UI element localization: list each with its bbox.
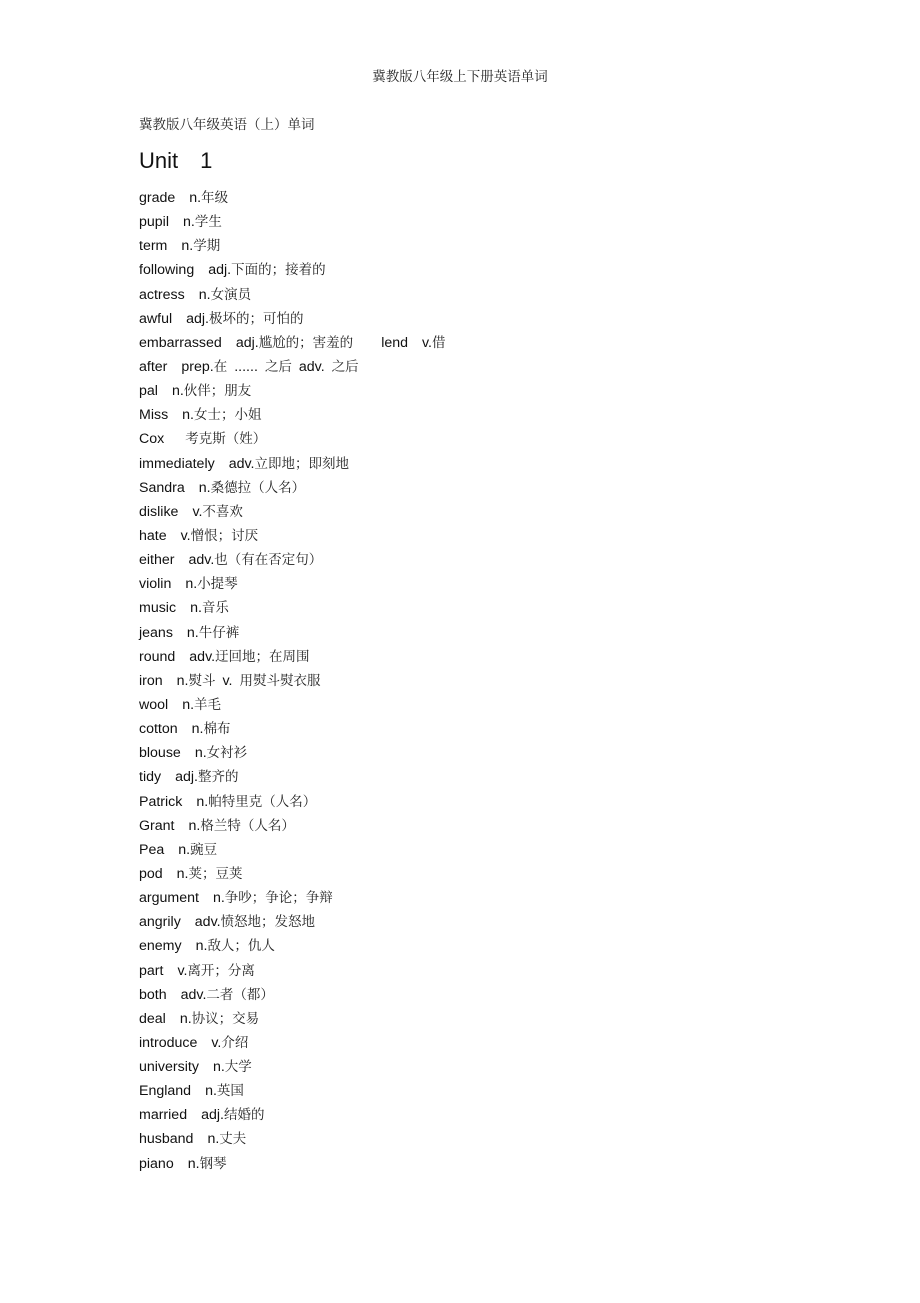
vocab-word: blouse: [139, 745, 181, 762]
vocab-entry: [139, 286, 446, 310]
vocab-meaning: 小提琴: [197, 576, 238, 593]
vocab-word: England: [139, 1083, 192, 1100]
vocab-meaning: 女士；小姐: [194, 407, 262, 424]
vocab-entry: [139, 744, 446, 768]
vocab-entry: [139, 479, 446, 503]
vocab-entry: [139, 1130, 446, 1154]
vocab-word: immediately: [139, 455, 215, 472]
vocab-word: Patrick: [139, 793, 183, 810]
vocab-entry: [139, 261, 446, 285]
vocab-entry: [139, 382, 446, 406]
vocab-entry: [139, 913, 446, 937]
vocab-entry: [139, 841, 446, 865]
vocab-meaning: 下面的；接着的: [231, 262, 326, 279]
part-of-speech: adv.: [194, 914, 221, 931]
meaning-part: v.: [222, 672, 233, 689]
vocab-word: married: [139, 1107, 188, 1124]
vocab-entry: [139, 1082, 446, 1106]
part-of-speech: v.: [422, 334, 432, 351]
vocab-word: deal: [139, 1010, 166, 1027]
part-of-speech: n.: [194, 745, 207, 762]
vocab-word: argument: [139, 890, 199, 907]
part-of-speech: v.: [192, 503, 203, 520]
vocab-meaning: 协议；交易: [191, 1010, 260, 1027]
part-of-speech: n.: [212, 1059, 225, 1076]
part-of-speech: adv.: [180, 986, 207, 1003]
meaning-part: 之后: [331, 358, 359, 375]
part-of-speech: n.: [188, 817, 201, 834]
vocab-word: violin: [139, 576, 172, 593]
vocab-word: angrily: [139, 914, 181, 931]
vocabulary-list: [139, 189, 446, 1179]
vocab-word: pal: [139, 383, 158, 400]
vocab-word: round: [139, 648, 176, 665]
vocab-meaning: 考克斯（姓）: [185, 431, 267, 448]
vocab-entry: [139, 1155, 446, 1179]
vocab-meaning: 音乐: [201, 600, 229, 617]
part-of-speech: n.: [195, 938, 208, 955]
part-of-speech: adv.: [189, 648, 216, 665]
vocab-word: lend: [381, 334, 409, 351]
vocab-meaning: 棉布: [203, 721, 231, 738]
meaning-part: 之后: [264, 358, 292, 375]
vocab-meaning: 不喜欢: [202, 503, 243, 520]
vocab-word: cotton: [139, 721, 178, 738]
vocab-meaning: 离开；分离: [187, 962, 255, 979]
part-of-speech: adj.: [201, 1107, 224, 1124]
vocab-entry: [139, 962, 446, 986]
vocab-entry: [139, 768, 446, 792]
vocab-meaning: 敌人；仇人: [207, 938, 275, 955]
part-of-speech: n.: [212, 890, 225, 907]
part-of-speech: adj.: [235, 334, 259, 351]
vocab-entry: [139, 1010, 446, 1034]
vocab-word: Cox: [139, 431, 165, 448]
vocab-entry: [139, 696, 446, 720]
vocab-entry: [139, 720, 446, 744]
part-of-speech: n.: [186, 624, 199, 641]
vocab-entry: [139, 575, 446, 599]
meaning-part: 用熨斗熨衣服: [239, 672, 321, 689]
vocab-word: after: [139, 358, 168, 375]
vocab-word: husband: [139, 1131, 194, 1148]
vocab-word: either: [139, 552, 175, 569]
vocab-word: music: [139, 600, 177, 617]
part-of-speech: n.: [171, 383, 184, 400]
part-of-speech: v.: [211, 1034, 222, 1051]
vocab-meaning: 学期: [193, 238, 221, 255]
vocab-word: Pea: [139, 841, 165, 858]
part-of-speech: adv.: [228, 455, 255, 472]
part-of-speech: n.: [182, 214, 195, 231]
vocab-word: tidy: [139, 769, 162, 786]
vocab-word: following: [139, 262, 195, 279]
vocab-word: piano: [139, 1155, 174, 1172]
vocab-word: term: [139, 238, 168, 255]
vocab-meaning: 借: [432, 334, 446, 351]
vocab-entry: [139, 406, 446, 430]
vocab-meaning: 帕特里克（人名）: [208, 793, 317, 810]
vocab-entry: [139, 1106, 446, 1130]
vocab-entry: [139, 672, 446, 696]
vocab-word: pupil: [139, 214, 169, 231]
vocab-meaning: 荚；豆荚: [188, 865, 243, 882]
vocab-word: awful: [139, 310, 173, 327]
vocab-word: jeans: [139, 624, 173, 641]
vocab-word: embarrassed: [139, 334, 222, 351]
vocab-word: hate: [139, 527, 167, 544]
meaning-part: ......: [234, 358, 258, 375]
part-of-speech: n.: [182, 696, 195, 713]
vocab-word: Miss: [139, 407, 169, 424]
vocab-word: Sandra: [139, 479, 185, 496]
unit-heading: [139, 146, 212, 176]
vocab-entry: [139, 213, 446, 237]
vocab-word: enemy: [139, 938, 182, 955]
vocab-word: iron: [139, 672, 163, 689]
part-of-speech: n.: [182, 407, 195, 424]
part-of-speech: v.: [180, 527, 191, 544]
vocab-meaning: 羊毛: [194, 696, 222, 713]
vocab-meaning: 豌豆: [190, 841, 218, 858]
vocab-meaning: 伙伴；朋友: [183, 383, 252, 400]
vocab-entry: [139, 889, 446, 913]
meaning-part: 熨斗: [188, 672, 216, 689]
vocab-meaning: 争吵；争论；争辩: [224, 890, 333, 907]
vocab-word: dislike: [139, 503, 179, 520]
vocab-entry: [139, 189, 446, 213]
part-of-speech: n.: [181, 238, 194, 255]
vocab-entry: [139, 358, 446, 382]
vocab-entry: [139, 817, 446, 841]
vocab-entry: [139, 793, 446, 817]
part-of-speech: n.: [178, 841, 191, 858]
page-header: 冀教版八年级上下册英语单词: [372, 69, 548, 85]
vocab-meaning: 尴尬的；害羞的: [258, 334, 354, 351]
vocab-meaning: 憎恨；讨厌: [190, 527, 259, 544]
vocab-entry: [139, 986, 446, 1010]
meaning-part: adv.: [298, 358, 325, 375]
vocab-meaning: 极坏的；可怕的: [209, 310, 304, 327]
vocab-meaning: 学生: [194, 214, 222, 231]
vocab-word: introduce: [139, 1034, 198, 1051]
part-of-speech: n.: [205, 1083, 217, 1100]
vocab-entry: [139, 334, 446, 358]
vocab-entry: [139, 455, 446, 479]
vocab-word: part: [139, 962, 164, 979]
document-title: 冀教版八年级英语（上）单词: [139, 117, 315, 133]
part-of-speech: n.: [207, 1131, 220, 1148]
vocab-meaning: 介绍: [221, 1034, 249, 1051]
part-of-speech: n.: [187, 1155, 200, 1172]
unit-number: 1: [200, 148, 213, 173]
vocab-meaning: 结婚的: [223, 1107, 265, 1124]
part-of-speech: n.: [196, 793, 209, 810]
vocab-entry: [139, 1058, 446, 1082]
part-of-speech: adj.: [208, 262, 232, 279]
vocab-word: Grant: [139, 817, 175, 834]
vocab-meaning: 大学: [224, 1059, 252, 1076]
vocab-meaning: 女衬衫: [206, 745, 248, 762]
part-of-speech: n.: [176, 672, 189, 689]
vocab-entry: [139, 624, 446, 648]
unit-label: Unit: [139, 148, 179, 173]
vocab-entry: [139, 527, 446, 551]
vocab-word: university: [139, 1059, 199, 1076]
part-of-speech: adv.: [188, 552, 215, 569]
vocab-entry: [139, 310, 446, 334]
part-of-speech: v.: [177, 962, 188, 979]
vocab-entry: [139, 503, 446, 527]
vocab-word: both: [139, 986, 167, 1003]
part-of-speech: n.: [198, 479, 211, 496]
vocab-entry: [139, 937, 446, 961]
vocab-meaning: 立即地；即刻地: [254, 455, 349, 472]
part-of-speech: prep.: [181, 358, 214, 375]
vocab-meaning: 愤怒地；发怒地: [220, 914, 316, 931]
vocab-meaning: 也（有在否定句）: [214, 552, 323, 569]
vocab-meaning: 桑德拉（人名）: [210, 479, 306, 496]
meaning-part: 在: [213, 358, 228, 375]
part-of-speech: n.: [198, 286, 211, 303]
vocab-word: pod: [139, 865, 163, 882]
vocab-entry: [139, 430, 446, 454]
part-of-speech: n.: [185, 576, 198, 593]
vocab-entry: [139, 237, 446, 261]
vocab-meaning: 英国: [216, 1083, 244, 1100]
vocab-meaning: 整齐的: [197, 769, 239, 786]
vocab-meaning: 格兰特（人名）: [200, 817, 295, 834]
vocab-meaning: 丈夫: [219, 1131, 247, 1148]
vocab-word: actress: [139, 286, 185, 303]
part-of-speech: n.: [179, 1010, 192, 1027]
vocab-meaning: 钢琴: [199, 1155, 227, 1172]
part-of-speech: n.: [176, 865, 189, 882]
vocab-meaning: 二者（都）: [206, 986, 274, 1003]
vocab-word: grade: [139, 190, 176, 206]
vocab-entry: [139, 1034, 446, 1058]
vocab-entry: [139, 599, 446, 623]
part-of-speech: n.: [190, 600, 202, 617]
part-of-speech: n.: [189, 190, 202, 206]
vocab-meaning: 女演员: [210, 286, 252, 303]
part-of-speech: adj.: [175, 769, 198, 786]
vocab-meaning: 牛仔裤: [198, 624, 240, 641]
vocab-entry: [139, 551, 446, 575]
vocab-entry: [139, 865, 446, 889]
part-of-speech: adj.: [186, 310, 209, 327]
vocab-meaning: 迂回地；在周围: [215, 648, 310, 665]
vocab-meaning: 年级: [201, 190, 229, 206]
part-of-speech: n.: [191, 721, 204, 738]
vocab-word: wool: [139, 696, 169, 713]
vocab-entry: [139, 648, 446, 672]
